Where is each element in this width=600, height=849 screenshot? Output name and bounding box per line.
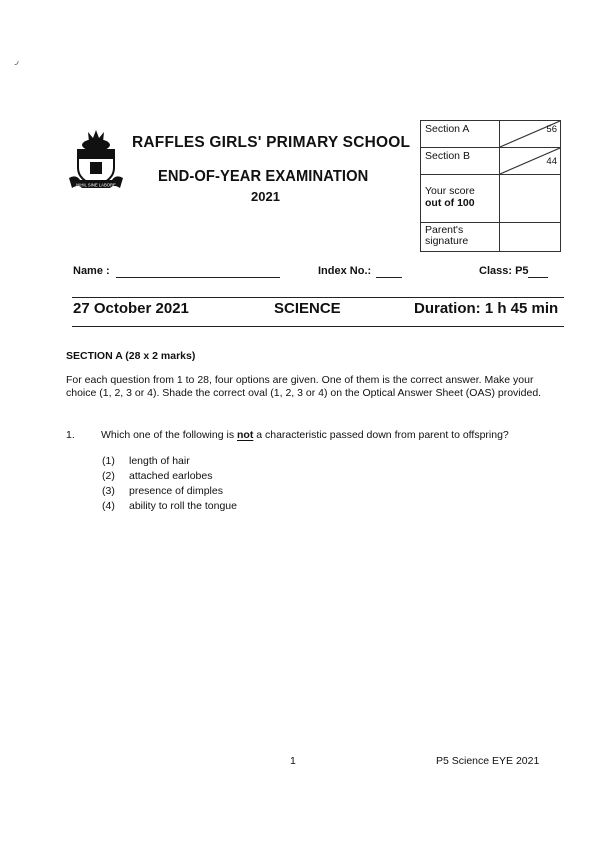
question-text <box>101 429 509 441</box>
score-table <box>420 120 561 252</box>
section-a-score-cell[interactable] <box>500 121 561 148</box>
parent-signature-cell[interactable] <box>500 223 561 252</box>
section-title: SECTION A (28 x 2 marks) <box>66 350 196 362</box>
stray-mark: ر <box>15 56 19 65</box>
option-number: (4) <box>102 500 115 512</box>
section-instructions: For each question from 1 to 28, four options are given. One of them is the correct answer. Make your choice (1, 2, 3 or 4). Shade the correct oval (1, 2, 3 or 4) on the Optical Answer Sheet (OAS) provided. <box>66 374 542 399</box>
class-label: Class: P5 <box>479 265 529 277</box>
section-b-label: Section B <box>421 148 500 175</box>
option-number: (2) <box>102 470 115 482</box>
option-number: (1) <box>102 455 115 467</box>
option-4[interactable] <box>102 500 237 512</box>
exam-year: 2021 <box>251 189 280 204</box>
footer-label: P5 Science EYE 2021 <box>436 755 540 767</box>
your-score-label <box>421 175 500 223</box>
option-text: presence of dimples <box>129 485 223 497</box>
page-number: 1 <box>290 755 296 767</box>
class-field[interactable] <box>528 277 548 278</box>
name-label: Name : <box>73 265 110 277</box>
exam-title: END-OF-YEAR EXAMINATION <box>158 168 369 185</box>
exam-subject: SCIENCE <box>274 300 341 317</box>
index-no-label: Index No.: <box>318 265 372 277</box>
your-score-cell[interactable] <box>500 175 561 223</box>
crest-motto: NIHIL SINE LABORE <box>76 182 116 188</box>
school-name: RAFFLES GIRLS' PRIMARY SCHOOL <box>132 134 411 151</box>
option-text: length of hair <box>129 455 190 467</box>
exam-date: 27 October 2021 <box>73 300 189 317</box>
option-number: (3) <box>102 485 115 497</box>
divider-bottom <box>72 326 564 327</box>
option-3[interactable] <box>102 485 223 497</box>
question-emphasis: not <box>237 429 254 441</box>
option-1[interactable] <box>102 455 190 467</box>
section-b-total-marks: 44 <box>546 156 557 167</box>
section-b-score-cell[interactable] <box>500 148 561 175</box>
parent-signature-label-line2: signature <box>425 235 469 247</box>
question-text-end: a characteristic passed down from parent to offspring? <box>253 429 509 441</box>
name-field[interactable] <box>116 277 280 278</box>
parent-signature-label-line1: Parent's <box>425 224 464 236</box>
your-score-label-line2: out of 100 <box>425 197 475 209</box>
option-text: attached earlobes <box>129 470 213 482</box>
question-number: 1. <box>66 429 75 441</box>
exam-duration: Duration: 1 h 45 min <box>414 300 559 317</box>
question-text-start: Which one of the following is <box>101 429 237 441</box>
section-a-label: Section A <box>421 121 500 148</box>
option-2[interactable] <box>102 470 212 482</box>
section-a-total-marks: 56 <box>546 124 557 135</box>
option-text: ability to roll the tongue <box>129 500 237 512</box>
school-crest-logo <box>66 128 126 196</box>
divider-top <box>72 297 564 298</box>
parent-signature-label <box>421 223 500 252</box>
your-score-label-line1: Your score <box>425 185 475 197</box>
index-no-field[interactable] <box>376 277 402 278</box>
